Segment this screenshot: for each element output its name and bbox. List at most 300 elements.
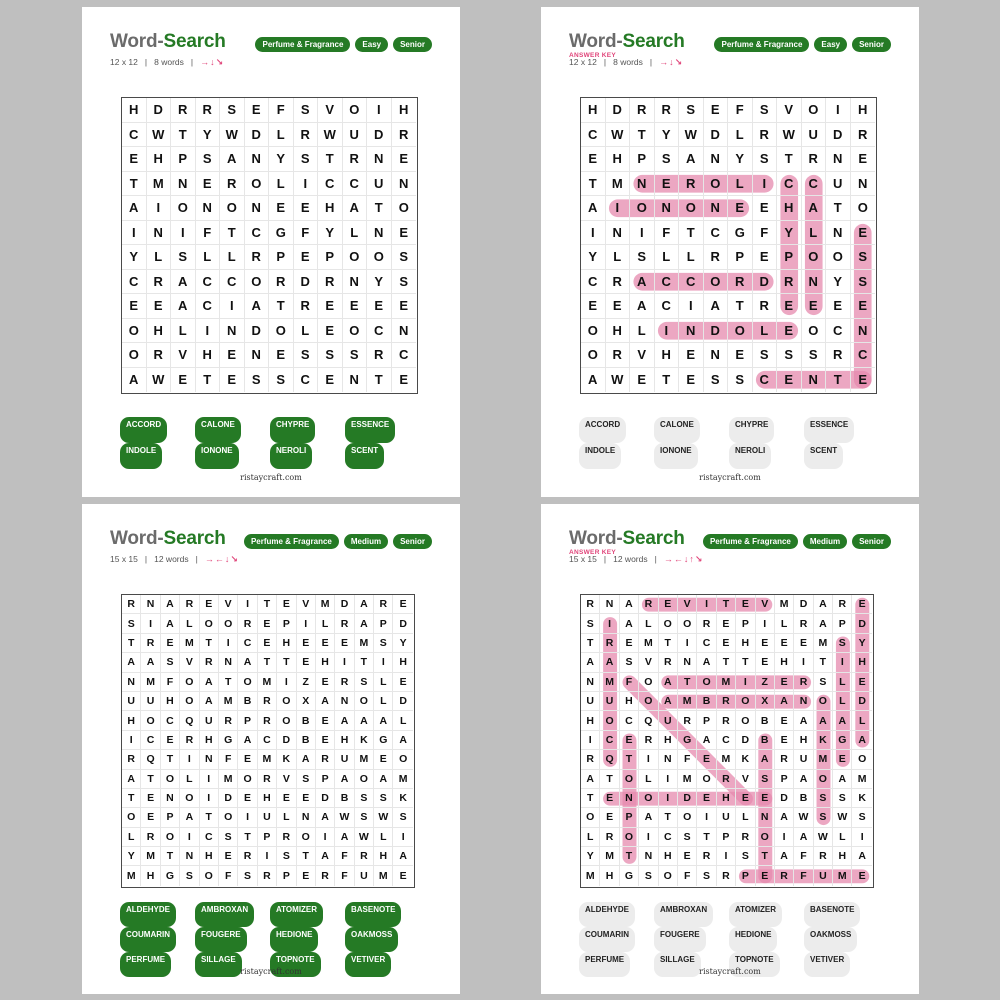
grid-cell[interactable]: L	[269, 123, 294, 148]
grid-cell[interactable]: O	[678, 808, 697, 827]
grid-cell[interactable]: T	[219, 673, 238, 692]
grid-cell[interactable]: U	[659, 711, 678, 730]
grid-cell[interactable]: S	[851, 245, 876, 270]
grid-cell[interactable]: R	[335, 614, 354, 633]
grid-cell[interactable]: H	[620, 692, 639, 711]
grid-cell[interactable]: A	[355, 711, 374, 730]
grid-cell[interactable]: N	[802, 368, 827, 393]
grid-cell[interactable]: S	[355, 808, 374, 827]
grid-cell[interactable]: E	[196, 172, 221, 197]
grid-cell[interactable]: U	[343, 123, 368, 148]
grid-cell[interactable]: S	[704, 368, 729, 393]
grid-cell[interactable]: I	[794, 653, 813, 672]
grid-cell[interactable]: E	[775, 634, 794, 653]
grid-cell[interactable]: E	[141, 808, 160, 827]
grid-cell[interactable]: P	[728, 245, 753, 270]
grid-cell[interactable]: S	[294, 343, 319, 368]
grid-cell[interactable]: I	[171, 221, 196, 246]
grid-cell[interactable]: A	[161, 595, 180, 614]
grid-cell[interactable]: C	[679, 270, 704, 295]
grid-cell[interactable]: C	[753, 368, 778, 393]
grid-cell[interactable]: L	[606, 245, 631, 270]
grid-cell[interactable]: R	[678, 711, 697, 730]
grid-cell[interactable]: S	[245, 368, 270, 393]
grid-cell[interactable]: L	[728, 172, 753, 197]
grid-cell[interactable]: C	[620, 711, 639, 730]
grid-cell[interactable]: E	[294, 245, 319, 270]
grid-cell[interactable]: A	[630, 294, 655, 319]
grid-cell[interactable]: W	[794, 808, 813, 827]
grid-cell[interactable]: G	[728, 221, 753, 246]
grid-cell[interactable]: R	[219, 711, 238, 730]
grid-cell[interactable]: S	[753, 98, 778, 123]
grid-cell[interactable]: P	[238, 711, 257, 730]
grid-cell[interactable]: N	[245, 147, 270, 172]
grid-cell[interactable]: R	[318, 270, 343, 295]
grid-cell[interactable]: N	[581, 673, 600, 692]
grid-cell[interactable]: O	[171, 196, 196, 221]
grid-cell[interactable]: S	[161, 653, 180, 672]
grid-cell[interactable]: H	[392, 98, 417, 123]
grid-cell[interactable]: O	[659, 614, 678, 633]
grid-cell[interactable]: Q	[600, 750, 619, 769]
grid-cell[interactable]: O	[600, 711, 619, 730]
grid-cell[interactable]: A	[200, 673, 219, 692]
grid-cell[interactable]: T	[200, 634, 219, 653]
grid-cell[interactable]: L	[294, 319, 319, 344]
grid-cell[interactable]: R	[258, 692, 277, 711]
grid-cell[interactable]: F	[269, 98, 294, 123]
grid-cell[interactable]: S	[630, 245, 655, 270]
grid-cell[interactable]: S	[697, 866, 716, 885]
grid-cell[interactable]: A	[852, 731, 871, 750]
grid-cell[interactable]: R	[581, 595, 600, 614]
grid-cell[interactable]: H	[141, 866, 160, 885]
grid-cell[interactable]: T	[659, 808, 678, 827]
grid-cell[interactable]: H	[374, 847, 393, 866]
grid-cell[interactable]: R	[141, 828, 160, 847]
grid-cell[interactable]: V	[736, 770, 755, 789]
grid-cell[interactable]: T	[736, 653, 755, 672]
grid-cell[interactable]: A	[141, 653, 160, 672]
grid-cell[interactable]: D	[393, 614, 412, 633]
grid-cell[interactable]: I	[753, 172, 778, 197]
grid-cell[interactable]: N	[851, 319, 876, 344]
grid-cell[interactable]: A	[581, 770, 600, 789]
grid-cell[interactable]: S	[355, 673, 374, 692]
grid-cell[interactable]: N	[245, 343, 270, 368]
grid-cell[interactable]: A	[852, 847, 871, 866]
grid-cell[interactable]: R	[238, 847, 257, 866]
grid-cell[interactable]: H	[335, 731, 354, 750]
grid-cell[interactable]: O	[238, 673, 257, 692]
grid-cell[interactable]: A	[161, 614, 180, 633]
grid-cell[interactable]: A	[122, 196, 147, 221]
grid-cell[interactable]: I	[196, 319, 221, 344]
grid-cell[interactable]: T	[122, 789, 141, 808]
grid-cell[interactable]: E	[678, 847, 697, 866]
grid-cell[interactable]: M	[141, 847, 160, 866]
grid-cell[interactable]: I	[122, 731, 141, 750]
grid-cell[interactable]: O	[180, 789, 199, 808]
grid-cell[interactable]: R	[171, 98, 196, 123]
grid-cell[interactable]: N	[639, 847, 658, 866]
grid-cell[interactable]: E	[171, 368, 196, 393]
grid-cell[interactable]: C	[717, 731, 736, 750]
grid-cell[interactable]: S	[753, 147, 778, 172]
grid-cell[interactable]: P	[630, 147, 655, 172]
grid-cell[interactable]: H	[581, 711, 600, 730]
grid-cell[interactable]: N	[200, 750, 219, 769]
grid-cell[interactable]: R	[238, 614, 257, 633]
grid-cell[interactable]: T	[697, 828, 716, 847]
grid-cell[interactable]: R	[147, 343, 172, 368]
grid-cell[interactable]: S	[219, 828, 238, 847]
grid-cell[interactable]: S	[753, 343, 778, 368]
grid-cell[interactable]: E	[630, 368, 655, 393]
grid-cell[interactable]: R	[269, 270, 294, 295]
grid-cell[interactable]: E	[851, 147, 876, 172]
grid-cell[interactable]: L	[639, 770, 658, 789]
grid-cell[interactable]: T	[630, 123, 655, 148]
grid-cell[interactable]: O	[814, 692, 833, 711]
grid-cell[interactable]: S	[639, 866, 658, 885]
grid-cell[interactable]: A	[316, 808, 335, 827]
grid-cell[interactable]: O	[704, 270, 729, 295]
grid-cell[interactable]: T	[297, 847, 316, 866]
grid-cell[interactable]: S	[297, 770, 316, 789]
grid-cell[interactable]: A	[697, 731, 716, 750]
grid-cell[interactable]: T	[655, 368, 680, 393]
grid-cell[interactable]: E	[316, 634, 335, 653]
grid-cell[interactable]: H	[717, 789, 736, 808]
grid-cell[interactable]: N	[600, 595, 619, 614]
grid-cell[interactable]: E	[697, 750, 716, 769]
grid-cell[interactable]: T	[581, 172, 606, 197]
grid-cell[interactable]: E	[318, 368, 343, 393]
grid-cell[interactable]: C	[826, 319, 851, 344]
grid-cell[interactable]: O	[697, 770, 716, 789]
grid-cell[interactable]: E	[399, 870, 407, 883]
grid-cell[interactable]: D	[245, 319, 270, 344]
grid-cell[interactable]: E	[297, 634, 316, 653]
grid-cell[interactable]: D	[606, 98, 631, 123]
grid-cell[interactable]: Z	[756, 673, 775, 692]
grid-cell[interactable]: M	[717, 673, 736, 692]
grid-cell[interactable]: E	[392, 294, 417, 319]
grid-cell[interactable]: D	[704, 123, 729, 148]
grid-cell[interactable]: A	[659, 673, 678, 692]
grid-cell[interactable]: H	[147, 147, 172, 172]
grid-cell[interactable]: V	[639, 653, 658, 672]
grid-cell[interactable]: O	[122, 808, 141, 827]
grid-cell[interactable]: V	[277, 770, 296, 789]
grid-cell[interactable]: V	[630, 343, 655, 368]
grid-cell[interactable]: R	[630, 98, 655, 123]
grid-cell[interactable]: I	[297, 614, 316, 633]
grid-cell[interactable]: O	[122, 343, 147, 368]
grid-cell[interactable]: V	[180, 653, 199, 672]
grid-cell[interactable]: B	[297, 711, 316, 730]
grid-cell[interactable]: E	[600, 789, 619, 808]
grid-cell[interactable]: E	[277, 789, 296, 808]
grid-cell[interactable]: U	[717, 808, 736, 827]
grid-cell[interactable]: E	[728, 196, 753, 221]
grid-cell[interactable]: C	[851, 343, 876, 368]
grid-cell[interactable]: B	[335, 789, 354, 808]
grid-cell[interactable]: L	[852, 711, 871, 730]
grid-cell[interactable]: N	[220, 319, 245, 344]
grid-cell[interactable]: E	[220, 368, 245, 393]
grid-cell[interactable]: E	[141, 789, 160, 808]
grid-cell[interactable]: T	[777, 147, 802, 172]
grid-cell[interactable]: R	[277, 828, 296, 847]
grid-cell[interactable]: Q	[639, 711, 658, 730]
grid-cell[interactable]: R	[294, 294, 319, 319]
grid-cell[interactable]: T	[196, 368, 221, 393]
grid-cell[interactable]: I	[826, 98, 851, 123]
grid-cell[interactable]: C	[196, 294, 221, 319]
grid-cell[interactable]: O	[620, 770, 639, 789]
grid-cell[interactable]: C	[777, 172, 802, 197]
grid-cell[interactable]: C	[704, 221, 729, 246]
grid-cell[interactable]: C	[245, 221, 270, 246]
grid-cell[interactable]: E	[802, 294, 827, 319]
grid-cell[interactable]: V	[297, 595, 316, 614]
grid-cell[interactable]: O	[802, 319, 827, 344]
grid-cell[interactable]: D	[147, 98, 172, 123]
grid-cell[interactable]: N	[180, 847, 199, 866]
grid-cell[interactable]: M	[219, 692, 238, 711]
grid-cell[interactable]: B	[697, 692, 716, 711]
grid-cell[interactable]: N	[147, 221, 172, 246]
grid-cell[interactable]: I	[367, 98, 392, 123]
grid-cell[interactable]: P	[277, 866, 296, 885]
grid-cell[interactable]: B	[756, 711, 775, 730]
grid-cell[interactable]: Q	[141, 750, 160, 769]
grid-cell[interactable]: H	[794, 731, 813, 750]
grid-cell[interactable]: O	[620, 828, 639, 847]
grid-cell[interactable]: U	[335, 750, 354, 769]
grid-cell[interactable]: I	[606, 196, 631, 221]
grid-cell[interactable]: W	[606, 368, 631, 393]
grid-cell[interactable]: N	[704, 147, 729, 172]
grid-cell[interactable]: F	[794, 847, 813, 866]
grid-cell[interactable]: L	[171, 319, 196, 344]
grid-cell[interactable]: M	[141, 673, 160, 692]
grid-cell[interactable]: N	[335, 692, 354, 711]
grid-cell[interactable]: M	[833, 866, 852, 885]
grid-cell[interactable]: M	[814, 750, 833, 769]
grid-cell[interactable]: S	[620, 653, 639, 672]
grid-cell[interactable]: I	[219, 634, 238, 653]
grid-cell[interactable]: A	[374, 770, 393, 789]
grid-cell[interactable]: D	[852, 692, 871, 711]
grid-cell[interactable]: O	[581, 808, 600, 827]
grid-cell[interactable]: I	[141, 614, 160, 633]
grid-cell[interactable]: O	[200, 866, 219, 885]
grid-cell[interactable]: N	[704, 196, 729, 221]
grid-cell[interactable]: D	[753, 270, 778, 295]
grid-cell[interactable]: N	[794, 692, 813, 711]
grid-cell[interactable]: A	[775, 808, 794, 827]
grid-cell[interactable]: C	[220, 270, 245, 295]
grid-cell[interactable]: F	[655, 221, 680, 246]
grid-cell[interactable]: O	[728, 319, 753, 344]
grid-cell[interactable]: P	[620, 808, 639, 827]
grid-cell[interactable]: R	[606, 343, 631, 368]
grid-cell[interactable]: F	[219, 750, 238, 769]
grid-cell[interactable]: L	[736, 808, 755, 827]
grid-cell[interactable]: I	[736, 673, 755, 692]
grid-cell[interactable]: H	[122, 711, 141, 730]
grid-cell[interactable]: O	[581, 319, 606, 344]
grid-cell[interactable]: Y	[826, 270, 851, 295]
grid-cell[interactable]: E	[316, 711, 335, 730]
grid-cell[interactable]: O	[736, 711, 755, 730]
grid-cell[interactable]: P	[697, 711, 716, 730]
grid-cell[interactable]: L	[147, 245, 172, 270]
grid-cell[interactable]: A	[659, 692, 678, 711]
grid-cell[interactable]: H	[777, 196, 802, 221]
grid-cell[interactable]: D	[393, 692, 412, 711]
grid-cell[interactable]: H	[852, 653, 871, 672]
grid-cell[interactable]: S	[802, 343, 827, 368]
grid-cell[interactable]: R	[717, 866, 736, 885]
grid-cell[interactable]: W	[833, 808, 852, 827]
grid-cell[interactable]: G	[219, 731, 238, 750]
grid-cell[interactable]: D	[277, 731, 296, 750]
grid-cell[interactable]: M	[717, 750, 736, 769]
grid-cell[interactable]: E	[122, 294, 147, 319]
grid-cell[interactable]: N	[245, 196, 270, 221]
grid-cell[interactable]: L	[180, 614, 199, 633]
grid-cell[interactable]: O	[802, 245, 827, 270]
grid-cell[interactable]: E	[833, 750, 852, 769]
grid-cell[interactable]: T	[728, 294, 753, 319]
grid-cell[interactable]: E	[756, 866, 775, 885]
grid-cell[interactable]: M	[678, 770, 697, 789]
grid-cell[interactable]: W	[335, 808, 354, 827]
grid-cell[interactable]: T	[238, 828, 257, 847]
grid-cell[interactable]: A	[794, 828, 813, 847]
grid-cell[interactable]: B	[297, 731, 316, 750]
grid-cell[interactable]: E	[606, 294, 631, 319]
grid-cell[interactable]: D	[335, 595, 354, 614]
grid-cell[interactable]: Y	[122, 847, 141, 866]
grid-cell[interactable]: I	[678, 634, 697, 653]
grid-cell[interactable]: E	[753, 245, 778, 270]
grid-cell[interactable]: I	[697, 808, 716, 827]
grid-cell[interactable]: R	[753, 123, 778, 148]
grid-cell[interactable]: E	[858, 870, 866, 883]
grid-cell[interactable]: M	[122, 866, 141, 885]
grid-cell[interactable]: H	[655, 343, 680, 368]
grid-cell[interactable]: B	[756, 731, 775, 750]
grid-cell[interactable]: P	[736, 866, 755, 885]
grid-cell[interactable]: C	[258, 731, 277, 750]
grid-cell[interactable]: U	[802, 123, 827, 148]
grid-cell[interactable]: M	[600, 673, 619, 692]
grid-cell[interactable]: M	[639, 634, 658, 653]
grid-cell[interactable]: E	[297, 866, 316, 885]
grid-cell[interactable]: A	[581, 196, 606, 221]
grid-cell[interactable]: Y	[122, 245, 147, 270]
grid-cell[interactable]: A	[802, 196, 827, 221]
grid-cell[interactable]: E	[161, 731, 180, 750]
grid-cell[interactable]: R	[581, 750, 600, 769]
grid-cell[interactable]: R	[794, 614, 813, 633]
grid-cell[interactable]: B	[794, 789, 813, 808]
grid-cell[interactable]: D	[736, 731, 755, 750]
grid-cell[interactable]: A	[297, 750, 316, 769]
grid-cell[interactable]: E	[736, 789, 755, 808]
grid-cell[interactable]: I	[756, 614, 775, 633]
grid-cell[interactable]: W	[777, 123, 802, 148]
grid-cell[interactable]: C	[697, 634, 716, 653]
grid-cell[interactable]: R	[639, 595, 658, 614]
grid-cell[interactable]: R	[141, 634, 160, 653]
grid-cell[interactable]: A	[833, 770, 852, 789]
grid-cell[interactable]: O	[245, 270, 270, 295]
grid-cell[interactable]: R	[775, 750, 794, 769]
grid-cell[interactable]: E	[316, 673, 335, 692]
grid-cell[interactable]: O	[393, 750, 412, 769]
grid-cell[interactable]: C	[238, 634, 257, 653]
grid-cell[interactable]: O	[355, 692, 374, 711]
grid-cell[interactable]: I	[659, 770, 678, 789]
grid-cell[interactable]: A	[814, 614, 833, 633]
grid-cell[interactable]: T	[717, 595, 736, 614]
grid-cell[interactable]: C	[141, 731, 160, 750]
grid-cell[interactable]: N	[704, 343, 729, 368]
grid-cell[interactable]: A	[355, 595, 374, 614]
grid-cell[interactable]: F	[728, 98, 753, 123]
grid-cell[interactable]: N	[802, 270, 827, 295]
grid-cell[interactable]: C	[600, 731, 619, 750]
grid-cell[interactable]: A	[814, 595, 833, 614]
grid-cell[interactable]: R	[367, 343, 392, 368]
grid-cell[interactable]: N	[122, 673, 141, 692]
grid-cell[interactable]: L	[775, 614, 794, 633]
grid-cell[interactable]: D	[826, 123, 851, 148]
grid-cell[interactable]: C	[294, 368, 319, 393]
grid-cell[interactable]: E	[775, 731, 794, 750]
grid-cell[interactable]: F	[294, 221, 319, 246]
grid-cell[interactable]: H	[833, 847, 852, 866]
grid-cell[interactable]: S	[392, 270, 417, 295]
grid-cell[interactable]: L	[802, 221, 827, 246]
grid-cell[interactable]: S	[238, 866, 257, 885]
grid-cell[interactable]: E	[777, 294, 802, 319]
grid-cell[interactable]: H	[606, 147, 631, 172]
grid-cell[interactable]: C	[659, 828, 678, 847]
grid-cell[interactable]: U	[200, 711, 219, 730]
grid-cell[interactable]: T	[355, 653, 374, 672]
grid-cell[interactable]: T	[258, 595, 277, 614]
grid-cell[interactable]: A	[122, 770, 141, 789]
grid-cell[interactable]: S	[355, 789, 374, 808]
grid-cell[interactable]: O	[392, 196, 417, 221]
grid-cell[interactable]: A	[639, 808, 658, 827]
grid-cell[interactable]: N	[655, 196, 680, 221]
grid-cell[interactable]: U	[814, 866, 833, 885]
grid-cell[interactable]: E	[393, 673, 412, 692]
grid-cell[interactable]: S	[294, 147, 319, 172]
grid-cell[interactable]: O	[122, 319, 147, 344]
grid-cell[interactable]: E	[238, 789, 257, 808]
grid-cell[interactable]: U	[141, 692, 160, 711]
